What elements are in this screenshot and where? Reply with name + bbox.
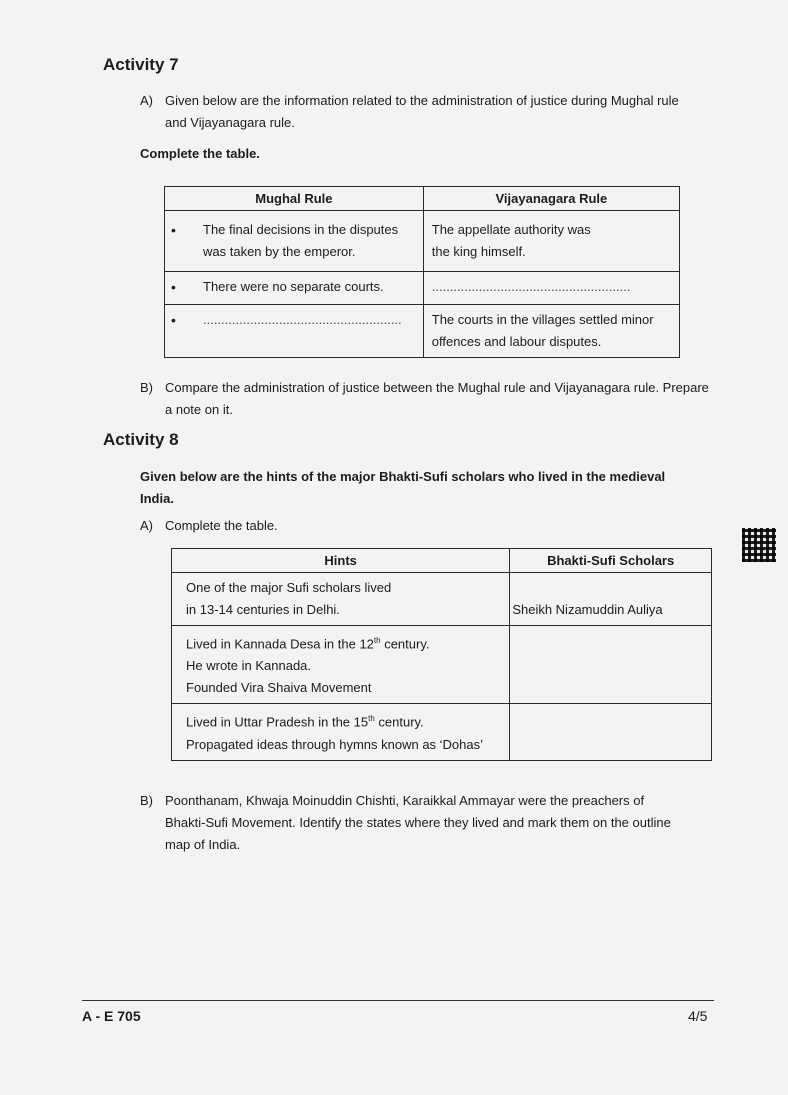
mughal-cell [165, 211, 424, 272]
bullet-icon: • [171, 279, 176, 295]
mughal-cell [165, 272, 424, 305]
activity-8-part-b [140, 790, 730, 856]
scholar-name: Sheikh Nizamuddin Auliya [512, 602, 663, 617]
part-b-line-2: a note on it. [165, 402, 233, 417]
activity-8-heading: Activity 8 [103, 430, 179, 449]
hint-line: One of the major Sufi scholars lived [186, 580, 392, 595]
scholar-blank-cell [510, 626, 712, 704]
hint-line: Propagated ideas through hymns known as ‘Dohas’ [186, 736, 484, 752]
hints-cell [172, 573, 510, 626]
cell-line: The final decisions in the disputes [203, 222, 399, 237]
header-scholars: Bhakti-Sufi Scholars [510, 549, 712, 573]
cell-line: The courts in the villages settled minor [431, 312, 654, 327]
intro-line-1: Given below are the hints of the major Bhakti-Sufi scholars who lived in the medieval [140, 469, 666, 484]
bullet-icon: • [171, 312, 176, 328]
hint-line: He wrote in Kannada. [186, 658, 312, 674]
table-row [165, 305, 680, 358]
vijayanagara-cell [423, 211, 679, 272]
hint-line: Lived in Uttar Pradesh in the 15th century. [186, 714, 424, 730]
bullet-icon: • [171, 222, 176, 238]
table-header-row [172, 549, 712, 573]
page-number: 4/5 [688, 1008, 708, 1024]
part-a-label: A) [140, 518, 153, 533]
paper-code: A - E 705 [82, 1008, 141, 1024]
table-row [165, 211, 680, 272]
vijayanagara-blank-cell [423, 272, 679, 305]
hints-cell [172, 704, 510, 760]
hint-line: Lived in Kannada Desa in the 12th century. [186, 636, 430, 652]
footer-divider [82, 1000, 714, 1001]
hint-line: in 13-14 centuries in Delhi. [186, 602, 340, 617]
part-b-line-1: Poonthanam, Khwaja Moinuddin Chishti, Karaikkal Ammayar were the preachers of [165, 793, 645, 808]
table-header-row [165, 187, 680, 211]
table-row [165, 272, 680, 305]
part-b-line-1: Compare the administration of justice between the Mughal rule and Vijayanagara rule. Prepare [165, 380, 709, 395]
hint-line: Founded Vira Shaiva Movement [186, 680, 372, 696]
answer-blank: ....................................................... [431, 279, 631, 294]
table-row [172, 626, 712, 704]
header-vijayanagara-rule: Vijayanagara Rule [423, 187, 679, 211]
cell-line: There were no separate courts. [203, 279, 384, 294]
activity-7-part-a [140, 90, 730, 134]
cell-line: offences and labour disputes. [431, 334, 602, 349]
part-a-line-1: Given below are the information related to the administration of justice during Mughal rule [165, 93, 679, 108]
part-a-label: A) [140, 93, 153, 108]
hints-cell [172, 626, 510, 704]
header-hints: Hints [172, 549, 510, 573]
cell-line: was taken by the emperor. [203, 244, 356, 259]
part-a-line-2: and Vijayanagara rule. [165, 115, 295, 130]
part-b-label: B) [140, 380, 153, 395]
table-row [172, 704, 712, 760]
qr-code-icon [742, 528, 776, 562]
cell-line: The appellate authority was [431, 222, 591, 237]
cell-line: the king himself. [431, 244, 526, 259]
activity-7-heading: Activity 7 [103, 55, 179, 74]
activity-8-intro [140, 466, 730, 510]
part-a-text: Complete the table. [165, 518, 278, 533]
activity-7-instruction: Complete the table. [140, 146, 260, 161]
bhakti-sufi-table [171, 548, 712, 761]
scholar-cell [510, 573, 712, 626]
header-mughal-rule: Mughal Rule [165, 187, 424, 211]
part-b-line-2: Bhakti-Sufi Movement. Identify the states where they lived and mark them on the outline [165, 815, 671, 830]
intro-line-2: India. [140, 491, 174, 506]
part-b-label: B) [140, 793, 153, 808]
vijayanagara-cell [423, 305, 679, 358]
scholar-blank-cell [510, 704, 712, 760]
mughal-blank-cell [165, 305, 424, 358]
justice-comparison-table [164, 186, 680, 358]
table-row [172, 573, 712, 626]
activity-8-part-a [140, 515, 440, 537]
activity-7-part-b [140, 377, 730, 421]
part-b-line-3: map of India. [165, 837, 241, 852]
answer-blank: ....................................................... [203, 312, 402, 327]
